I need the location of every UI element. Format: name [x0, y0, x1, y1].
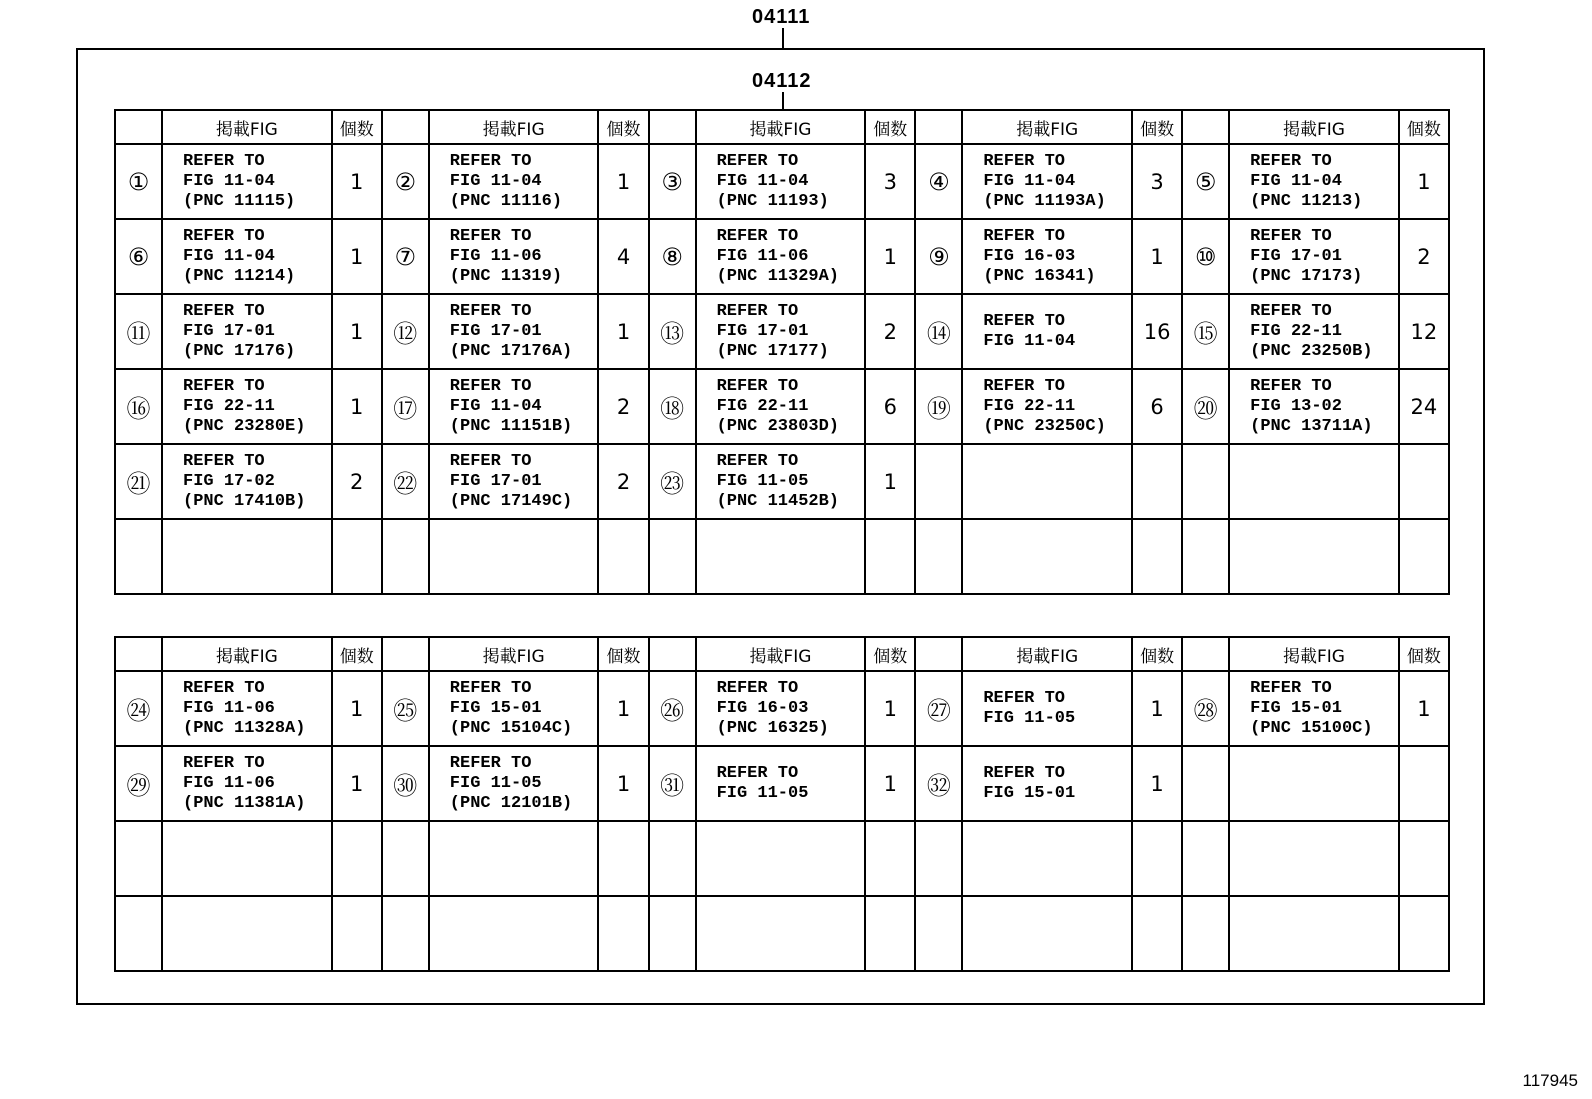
reference-line: REFER TO: [449, 678, 532, 698]
reference-line: (PNC 11214): [183, 266, 296, 286]
reference-cell: [429, 746, 599, 821]
reference-line: (PNC 23250C): [983, 416, 1106, 436]
item-number: ㉜: [915, 746, 962, 821]
reference-line: REFER TO: [183, 451, 265, 471]
item-number: [915, 896, 962, 971]
item-number: ⑤: [1182, 144, 1229, 219]
outer-assembly-code: 04111: [752, 6, 811, 28]
quantity-cell: 1: [865, 671, 915, 746]
reference-cell: [696, 519, 866, 594]
reference-line: (PNC 23280E): [183, 416, 306, 436]
item-number: ⑫: [382, 294, 429, 369]
reference-cell: [1229, 294, 1399, 369]
reference-line: FIG 11-06: [183, 698, 275, 718]
quantity-cell: [1399, 821, 1449, 896]
quantity-cell: 1: [865, 746, 915, 821]
reference-cell: [162, 444, 332, 519]
reference-line: FIG 17-01: [449, 471, 542, 491]
quantity-cell: [865, 821, 915, 896]
item-number: ⑯: [115, 369, 162, 444]
reference-line: (PNC 11381A): [183, 793, 306, 813]
reference-line: REFER TO: [1250, 301, 1332, 321]
reference-cell: [962, 144, 1132, 219]
reference-cell: [696, 219, 866, 294]
quantity-cell: 3: [1132, 144, 1182, 219]
reference-cell: [696, 144, 866, 219]
reference-line: REFER TO: [716, 763, 799, 783]
reference-line: REFER TO: [183, 226, 265, 246]
reference-cell: [962, 294, 1132, 369]
item-number: ㉛: [649, 746, 696, 821]
quantity-cell: 1: [865, 444, 915, 519]
reference-line: (PNC 11193A): [983, 191, 1106, 211]
quantity-cell: 1: [332, 144, 382, 219]
reference-line: (PNC 17410B): [183, 491, 306, 511]
reference-line: FIG 11-04: [449, 396, 542, 416]
header-index-cell: [382, 110, 429, 144]
item-number: ㉙: [115, 746, 162, 821]
reference-cell: [162, 821, 332, 896]
item-number: [915, 444, 962, 519]
reference-line: FIG 17-01: [449, 321, 542, 341]
reference-line: FIG 11-04: [183, 171, 275, 191]
reference-cell: [1229, 519, 1399, 594]
reference-line: REFER TO: [716, 301, 799, 321]
quantity-cell: [332, 821, 382, 896]
reference-cell: [162, 519, 332, 594]
reference-cell: [429, 896, 599, 971]
reference-line: (PNC 11213): [1250, 191, 1363, 211]
reference-line: REFER TO: [983, 311, 1065, 331]
table-row: [115, 519, 1449, 594]
item-number: ⑬: [649, 294, 696, 369]
reference-line: FIG 11-04: [983, 171, 1076, 191]
reference-line: REFER TO: [183, 301, 265, 321]
quantity-cell: [332, 896, 382, 971]
reference-line: REFER TO: [716, 151, 799, 171]
outer-leader-line: [782, 28, 784, 49]
quantity-cell: [598, 821, 648, 896]
reference-cell: [1229, 444, 1399, 519]
header-index-cell: [915, 110, 962, 144]
header-qty: 個数: [865, 637, 915, 671]
reference-line: (PNC 15104C): [449, 718, 573, 738]
reference-line: FIG 11-04: [716, 171, 809, 191]
item-number: [382, 821, 429, 896]
parts-table-2: [114, 636, 1450, 972]
reference-line: (PNC 13711A): [1250, 416, 1373, 436]
reference-cell: [162, 144, 332, 219]
reference-cell: [696, 821, 866, 896]
quantity-cell: [1132, 821, 1182, 896]
item-number: [1182, 519, 1229, 594]
item-number: [115, 896, 162, 971]
reference-cell: [1229, 896, 1399, 971]
quantity-cell: [1399, 746, 1449, 821]
reference-line: FIG 11-06: [449, 246, 542, 266]
reference-cell: [962, 746, 1132, 821]
reference-line: REFER TO: [983, 151, 1065, 171]
reference-cell: [696, 896, 866, 971]
reference-line: (PNC 11319): [449, 266, 563, 286]
reference-line: (PNC 11193): [716, 191, 829, 211]
reference-cell: [962, 671, 1132, 746]
item-number: [382, 896, 429, 971]
header-row: [115, 110, 1449, 144]
reference-line: REFER TO: [1250, 678, 1332, 698]
header-index-cell: [649, 110, 696, 144]
reference-line: FIG 15-01: [1250, 698, 1342, 718]
header-qty: 個数: [1399, 110, 1449, 144]
quantity-cell: 1: [332, 294, 382, 369]
reference-cell: [1229, 821, 1399, 896]
reference-cell: [429, 294, 599, 369]
reference-cell: [696, 671, 866, 746]
reference-line: REFER TO: [716, 376, 799, 396]
table-row: [115, 144, 1449, 219]
reference-line: FIG 11-05: [716, 783, 809, 803]
item-number: ㉕: [382, 671, 429, 746]
quantity-cell: 1: [1399, 144, 1449, 219]
header-qty: 個数: [598, 110, 648, 144]
reference-line: FIG 22-11: [183, 396, 275, 416]
reference-line: FIG 22-11: [1250, 321, 1342, 341]
quantity-cell: [1399, 896, 1449, 971]
reference-line: FIG 11-05: [449, 773, 542, 793]
quantity-cell: 1: [332, 746, 382, 821]
item-number: ⑱: [649, 369, 696, 444]
header-index-cell: [1182, 637, 1229, 671]
item-number: [649, 821, 696, 896]
item-number: ③: [649, 144, 696, 219]
quantity-cell: [1399, 444, 1449, 519]
reference-line: REFER TO: [1250, 376, 1332, 396]
item-number: [1182, 821, 1229, 896]
item-number: ⑲: [915, 369, 962, 444]
reference-line: FIG 15-01: [449, 698, 542, 718]
reference-cell: [696, 746, 866, 821]
reference-line: REFER TO: [449, 151, 532, 171]
header-index-cell: [1182, 110, 1229, 144]
reference-line: FIG 22-11: [983, 396, 1076, 416]
item-number: ㉖: [649, 671, 696, 746]
reference-cell: [1229, 144, 1399, 219]
item-number: ㉚: [382, 746, 429, 821]
item-number: ④: [915, 144, 962, 219]
reference-line: REFER TO: [1250, 226, 1332, 246]
reference-cell: [162, 294, 332, 369]
item-number: ①: [115, 144, 162, 219]
reference-line: (PNC 23803D): [716, 416, 839, 436]
reference-line: REFER TO: [183, 151, 265, 171]
reference-line: REFER TO: [449, 753, 532, 773]
reference-line: REFER TO: [983, 763, 1065, 783]
quantity-cell: [865, 519, 915, 594]
reference-cell: [162, 219, 332, 294]
header-index-cell: [382, 637, 429, 671]
header-fig: 掲載FIG: [696, 110, 866, 144]
item-number: ⑳: [1182, 369, 1229, 444]
reference-cell: [1229, 369, 1399, 444]
table-row: [115, 671, 1449, 746]
table-row: [115, 821, 1449, 896]
item-number: ㉒: [382, 444, 429, 519]
reference-line: REFER TO: [983, 376, 1065, 396]
reference-line: (PNC 11328A): [183, 718, 306, 738]
item-number: [382, 519, 429, 594]
quantity-cell: [1132, 444, 1182, 519]
reference-line: (PNC 17173): [1250, 266, 1363, 286]
item-number: [915, 821, 962, 896]
quantity-cell: 1: [598, 294, 648, 369]
header-fig: 掲載FIG: [962, 110, 1132, 144]
reference-cell: [962, 896, 1132, 971]
reference-line: FIG 11-04: [1250, 171, 1342, 191]
reference-line: REFER TO: [1250, 151, 1332, 171]
item-number: [115, 519, 162, 594]
quantity-cell: 2: [332, 444, 382, 519]
quantity-cell: 2: [598, 444, 648, 519]
quantity-cell: 2: [865, 294, 915, 369]
reference-line: FIG 11-05: [983, 708, 1076, 728]
item-number: ⑩: [1182, 219, 1229, 294]
reference-line: FIG 11-05: [716, 471, 809, 491]
reference-line: (PNC 11329A): [716, 266, 839, 286]
reference-line: FIG 17-02: [183, 471, 275, 491]
reference-line: REFER TO: [716, 678, 799, 698]
reference-line: (PNC 16341): [983, 266, 1096, 286]
table-row: [115, 896, 1449, 971]
reference-line: (PNC 11452B): [716, 491, 839, 511]
reference-cell: [162, 671, 332, 746]
parts-table-1: [114, 109, 1450, 595]
reference-line: (PNC 12101B): [449, 793, 573, 813]
quantity-cell: [1132, 896, 1182, 971]
reference-line: (PNC 17149C): [449, 491, 573, 511]
reference-cell: [429, 519, 599, 594]
header-fig: 掲載FIG: [696, 637, 866, 671]
quantity-cell: 3: [865, 144, 915, 219]
reference-cell: [962, 369, 1132, 444]
reference-line: (PNC 17176): [183, 341, 296, 361]
quantity-cell: [598, 896, 648, 971]
table-row: [115, 369, 1449, 444]
reference-cell: [429, 444, 599, 519]
reference-line: (PNC 11151B): [449, 416, 573, 436]
inner-leader-line: [782, 92, 784, 110]
reference-line: FIG 11-06: [716, 246, 809, 266]
reference-line: REFER TO: [983, 226, 1065, 246]
reference-cell: [429, 219, 599, 294]
quantity-cell: 1: [1399, 671, 1449, 746]
reference-cell: [696, 294, 866, 369]
item-number: [649, 896, 696, 971]
reference-cell: [162, 746, 332, 821]
reference-cell: [962, 444, 1132, 519]
header-qty: 個数: [1132, 110, 1182, 144]
header-qty: 個数: [1132, 637, 1182, 671]
reference-cell: [162, 896, 332, 971]
reference-cell: [429, 821, 599, 896]
item-number: ⑧: [649, 219, 696, 294]
header-index-cell: [115, 110, 162, 144]
quantity-cell: [598, 519, 648, 594]
reference-cell: [962, 519, 1132, 594]
quantity-cell: [865, 896, 915, 971]
item-number: [115, 821, 162, 896]
reference-cell: [962, 821, 1132, 896]
quantity-cell: 1: [598, 671, 648, 746]
item-number: ⑨: [915, 219, 962, 294]
item-number: [1182, 746, 1229, 821]
quantity-cell: 16: [1132, 294, 1182, 369]
inner-assembly-code: 04112: [752, 70, 812, 92]
header-fig: 掲載FIG: [962, 637, 1132, 671]
reference-line: (PNC 23250B): [1250, 341, 1373, 361]
quantity-cell: 1: [598, 144, 648, 219]
item-number: ㉔: [115, 671, 162, 746]
reference-line: REFER TO: [449, 451, 532, 471]
reference-line: FIG 16-03: [983, 246, 1076, 266]
quantity-cell: [1399, 519, 1449, 594]
reference-line: FIG 16-03: [716, 698, 809, 718]
quantity-cell: 1: [865, 219, 915, 294]
reference-line: FIG 22-11: [716, 396, 809, 416]
reference-line: FIG 11-06: [183, 773, 275, 793]
reference-line: (PNC 15100C): [1250, 718, 1373, 738]
reference-cell: [429, 369, 599, 444]
reference-line: REFER TO: [183, 678, 265, 698]
item-number: ⑭: [915, 294, 962, 369]
quantity-cell: [1132, 519, 1182, 594]
reference-cell: [429, 144, 599, 219]
item-number: [1182, 444, 1229, 519]
item-number: ㉘: [1182, 671, 1229, 746]
reference-cell: [1229, 671, 1399, 746]
reference-line: (PNC 11116): [449, 191, 563, 211]
quantity-cell: 6: [1132, 369, 1182, 444]
quantity-cell: 1: [332, 369, 382, 444]
quantity-cell: 2: [598, 369, 648, 444]
reference-line: FIG 13-02: [1250, 396, 1342, 416]
quantity-cell: 1: [1132, 746, 1182, 821]
quantity-cell: [332, 519, 382, 594]
reference-line: REFER TO: [983, 688, 1065, 708]
reference-cell: [962, 219, 1132, 294]
quantity-cell: 24: [1399, 369, 1449, 444]
item-number: ⑦: [382, 219, 429, 294]
header-qty: 個数: [598, 637, 648, 671]
quantity-cell: 1: [332, 219, 382, 294]
item-number: [1182, 896, 1229, 971]
table-row: [115, 746, 1449, 821]
reference-line: FIG 17-01: [1250, 246, 1342, 266]
item-number: ㉑: [115, 444, 162, 519]
quantity-cell: 1: [1132, 219, 1182, 294]
reference-line: FIG 11-04: [449, 171, 542, 191]
reference-line: FIG 11-04: [983, 331, 1076, 351]
reference-cell: [696, 444, 866, 519]
reference-line: REFER TO: [449, 301, 532, 321]
reference-line: FIG 17-01: [716, 321, 809, 341]
reference-line: FIG 11-04: [183, 246, 275, 266]
reference-line: REFER TO: [449, 376, 532, 396]
header-qty: 個数: [865, 110, 915, 144]
header-index-cell: [649, 637, 696, 671]
reference-cell: [429, 671, 599, 746]
header-row: [115, 637, 1449, 671]
item-number: ⑰: [382, 369, 429, 444]
header-qty: 個数: [332, 637, 382, 671]
header-fig: 掲載FIG: [429, 637, 599, 671]
reference-cell: [162, 369, 332, 444]
item-number: [915, 519, 962, 594]
header-index-cell: [915, 637, 962, 671]
reference-line: (PNC 11115): [183, 191, 296, 211]
header-fig: 掲載FIG: [162, 637, 332, 671]
reference-cell: [1229, 746, 1399, 821]
item-number: ㉗: [915, 671, 962, 746]
reference-line: REFER TO: [449, 226, 532, 246]
reference-line: (PNC 17176A): [449, 341, 573, 361]
item-number: ②: [382, 144, 429, 219]
reference-cell: [1229, 219, 1399, 294]
header-qty: 個数: [332, 110, 382, 144]
quantity-cell: 1: [332, 671, 382, 746]
quantity-cell: 4: [598, 219, 648, 294]
table-row: [115, 219, 1449, 294]
reference-line: REFER TO: [183, 753, 265, 773]
table-row: [115, 444, 1449, 519]
reference-line: FIG 15-01: [983, 783, 1076, 803]
item-number: ⑪: [115, 294, 162, 369]
reference-line: REFER TO: [716, 226, 799, 246]
header-fig: 掲載FIG: [162, 110, 332, 144]
reference-cell: [696, 369, 866, 444]
reference-line: REFER TO: [183, 376, 265, 396]
reference-line: (PNC 17177): [716, 341, 829, 361]
reference-line: REFER TO: [716, 451, 799, 471]
quantity-cell: 6: [865, 369, 915, 444]
header-qty: 個数: [1399, 637, 1449, 671]
header-fig: 掲載FIG: [1229, 110, 1399, 144]
item-number: ㉓: [649, 444, 696, 519]
item-number: ⑥: [115, 219, 162, 294]
quantity-cell: 2: [1399, 219, 1449, 294]
figure-id: 117945: [1522, 1071, 1578, 1090]
quantity-cell: 1: [1132, 671, 1182, 746]
table-row: [115, 294, 1449, 369]
header-index-cell: [115, 637, 162, 671]
quantity-cell: 12: [1399, 294, 1449, 369]
item-number: ⑮: [1182, 294, 1229, 369]
quantity-cell: 1: [598, 746, 648, 821]
reference-line: (PNC 16325): [716, 718, 829, 738]
header-fig: 掲載FIG: [1229, 637, 1399, 671]
reference-line: FIG 17-01: [183, 321, 275, 341]
item-number: [649, 519, 696, 594]
header-fig: 掲載FIG: [429, 110, 599, 144]
